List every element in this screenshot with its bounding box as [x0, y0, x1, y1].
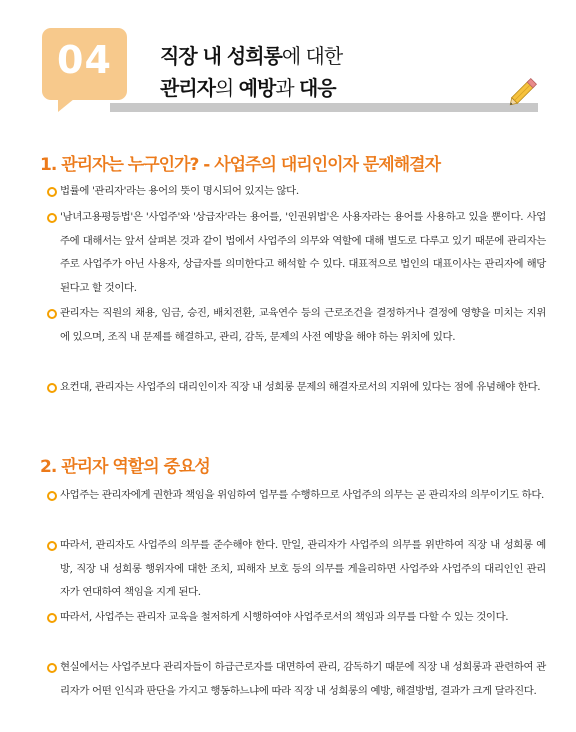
bullet-circle-icon — [47, 541, 57, 551]
list-item — [60, 180, 546, 204]
title-part: 직장 내 성희롱 — [160, 44, 282, 68]
page-title-line-2 — [160, 72, 336, 101]
list-item-text: 관리자는 직원의 채용, 임금, 승진, 배치전환, 교육연수 등의 근로조건을 결정하거나 결정에 영향을 미치는 지위에 있으며, 조직 내 문제를 해결하고, 관리, 감독, 문제의 사전 예방을 해야 하는 위치에 있다. — [60, 307, 546, 343]
list-item-text: 따라서, 사업주는 관리자 교육을 철저하게 시행하여야 사업주로서의 책임과 의무를 다할 수 있는 것이다. — [60, 611, 509, 623]
list-item-text: '남녀고용평등법'은 '사업주'와 '상급자'라는 용어를, '인권위법'은 사용자라는 용어를 사용하고 있을 뿐이다. 사업주에 대해서는 앞서 살펴본 것과 같이 법에서 사업주의 의무와 역할에 대해 별도로 다루고 있기 때문에 관리자는 주로 사업주가 아닌 사용자, 상급자를 의미한다고 해석할 수 있다. 대표적으로 법인의 대표이사는 관리자에 해당된다고 할 것이다. — [60, 211, 546, 294]
list-item — [60, 484, 546, 508]
title-part: 의 — [214, 76, 239, 100]
title-part: 관리자 — [160, 76, 215, 100]
page-title-line-1 — [160, 40, 342, 69]
header-divider-bar — [110, 103, 538, 112]
chapter-number: 04 — [57, 38, 112, 82]
list-item — [60, 606, 546, 630]
bullet-circle-icon — [47, 187, 57, 197]
section-heading-1: 1. 관리자는 누구인가? - 사업주의 대리인이자 문제해결자 — [40, 155, 440, 175]
list-item-text: 현실에서는 사업주보다 관리자들이 하급근로자를 대면하여 관리, 감독하기 때문에 직장 내 성희롱과 관련하여 관리자가 어떤 인식과 판단을 가지고 행동하느냐에 따라 직장 내 성희롱의 예방, 해결방법, 결과가 크게 달라진다. — [60, 661, 546, 697]
list-item — [60, 376, 546, 400]
list-item — [60, 302, 546, 349]
list-item-text: 법률에 '관리자'라는 용어의 뜻이 명시되어 있지는 않다. — [60, 185, 299, 197]
bullet-circle-icon — [47, 613, 57, 623]
title-part: 대응 — [298, 76, 336, 100]
bullet-circle-icon — [47, 491, 57, 501]
list-item — [60, 656, 546, 703]
chapter-badge — [42, 28, 127, 100]
bullet-circle-icon — [47, 213, 57, 223]
list-item — [60, 206, 546, 300]
pencil-icon — [503, 72, 543, 112]
bullet-circle-icon — [47, 383, 57, 393]
bullet-circle-icon — [47, 663, 57, 673]
title-part: 에 대한 — [281, 44, 343, 68]
list-item — [60, 534, 546, 605]
bullet-circle-icon — [47, 309, 57, 319]
section-heading-2: 2. 관리자 역할의 중요성 — [40, 457, 210, 477]
list-item-text: 요컨대, 관리자는 사업주의 대리인이자 직장 내 성희롱 문제의 해결자로서의 지위에 있다는 점에 유념해야 한다. — [60, 381, 541, 393]
list-item-text: 사업주는 관리자에게 권한과 책임을 위임하여 업무를 수행하므로 사업주의 의무는 곧 관리자의 의무이기도 하다. — [60, 489, 545, 501]
title-part: 예방 — [238, 76, 276, 100]
title-part: 과 — [275, 76, 299, 100]
list-item-text: 따라서, 관리자도 사업주의 의무를 준수해야 한다. 만일, 관리자가 사업주의 의무를 위반하여 직장 내 성희롱 예방, 직장 내 성희롱 행위자에 대한 조치, 피해자 보호 등의 의무를 게을리하면 사업주와 사업주의 대리인인 관리자가 연대하여 책임을 지게 된다. — [60, 539, 546, 598]
